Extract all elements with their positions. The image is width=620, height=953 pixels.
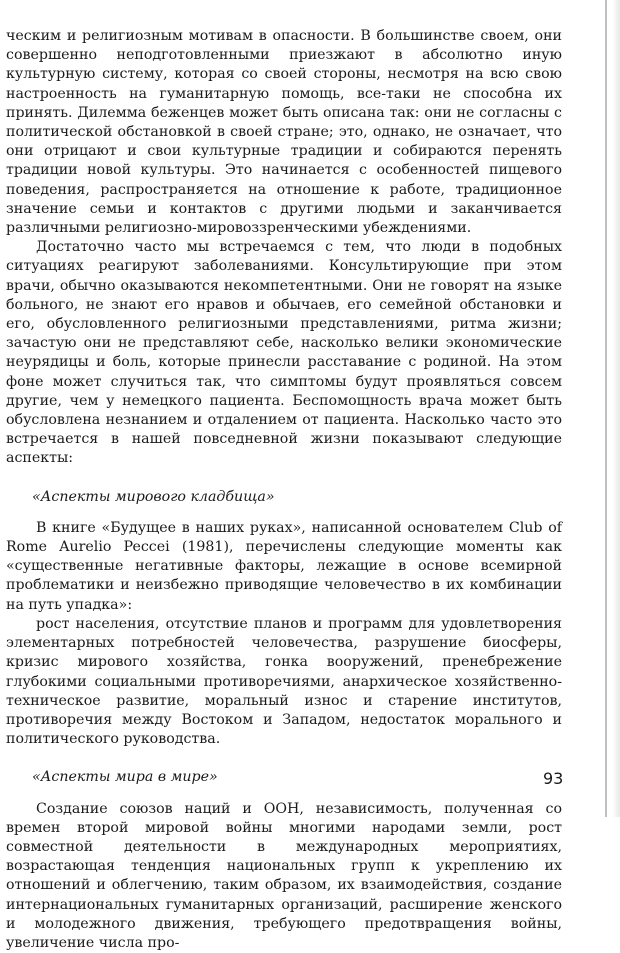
page-number: 93: [543, 769, 564, 788]
page-edge-shadow: [612, 0, 620, 817]
section-heading-world-cemetery: «Аспекты мирового кладбища»: [32, 488, 275, 505]
page-edge-line: [605, 0, 607, 817]
paragraph-negative-factors: рост населения, отсутствие планов и программ для удовлетворения элементарных потребностей человечества, разрушение биосферы, кризис мирового хозяйства, гонка вооружений, пренебрежение глубокими социальными противоречиями, анархическое хозяйственно-техническое развитие, моральный износ и старение институтов, противоречия между Востоком и Западом, недостаток морального и политического руководства.: [6, 615, 562, 748]
body-text: [6, 27, 562, 953]
paragraph-illness: Достаточно часто мы встречаемся с тем, что люди в подобных ситуациях реагируют заболеваниями. Консультирующие при этом врачи, обычно оказываются некомпетентными. Они не говорят на языке больного, не знают его нравов и обычаев, его семейной обстановки и его, обусловленного религиозными представлениями, ритма жизни; зачастую они не представляют себе, насколько велики экономические неурядицы и боль, которые принесли расставание с родиной. На этом фоне может случиться так, что симптомы будут проявляться совсем другие, чем у немецкого пациента. Беспомощность врача может быть обусловлена незнанием и отдалением от пациента. Насколько часто это встречается в нашей повседневной жизни показывают следующие аспекты:: [6, 239, 562, 467]
paragraph-union-of-nations: Создание союзов наций и ООН, независимость, полученная со времен второй мировой войны многими народами земли, рост совместной деятельности в международных мероприятиях, возрастающая тенденция национальных групп к укреплению их отношений и облегчению, таким образом, их взаимодействия, создание интернациональных гуманитарных организаций, расширение женского и молодежного движения, требующего предотвращения войны, увеличение числа про-: [6, 800, 562, 951]
paragraph-refugees: ческим и религиозным мотивам в опасности. В большинстве своем, они совершенно неподготовленными приезжают в абсолютно иную культурную систему, которая со своей стороны, несмотря на всю свою настроенность на гуманитарную помощь, все-таки не способна их принять. Дилемма беженцев может быть описана так: они не согласны с политической обстановкой в своей стране; это, однако, не означает, что они отрицают и свои культурные традиции и собираются перенять традиции новой культуры. Это начинается с особенностей пищевого поведения, распространяется на отношение к работе, традиционное значение семьи и контактов с другими людьми и заканчивается различными религиозно-мировоззренческими убеждениями.: [6, 28, 562, 237]
section-heading-world-peace: «Аспекты мира в мире»: [32, 769, 218, 786]
paragraph-peccei: В книге «Будущее в наших руках», написанной основателем Club of Rome Aurelio Peccei (1981), перечислены следующие моменты как «существенные негативные факторы, лежащие в основе всемирной проблематики и неизбежно приводящие человечество в их комбинации на путь упадка»:: [6, 519, 562, 613]
